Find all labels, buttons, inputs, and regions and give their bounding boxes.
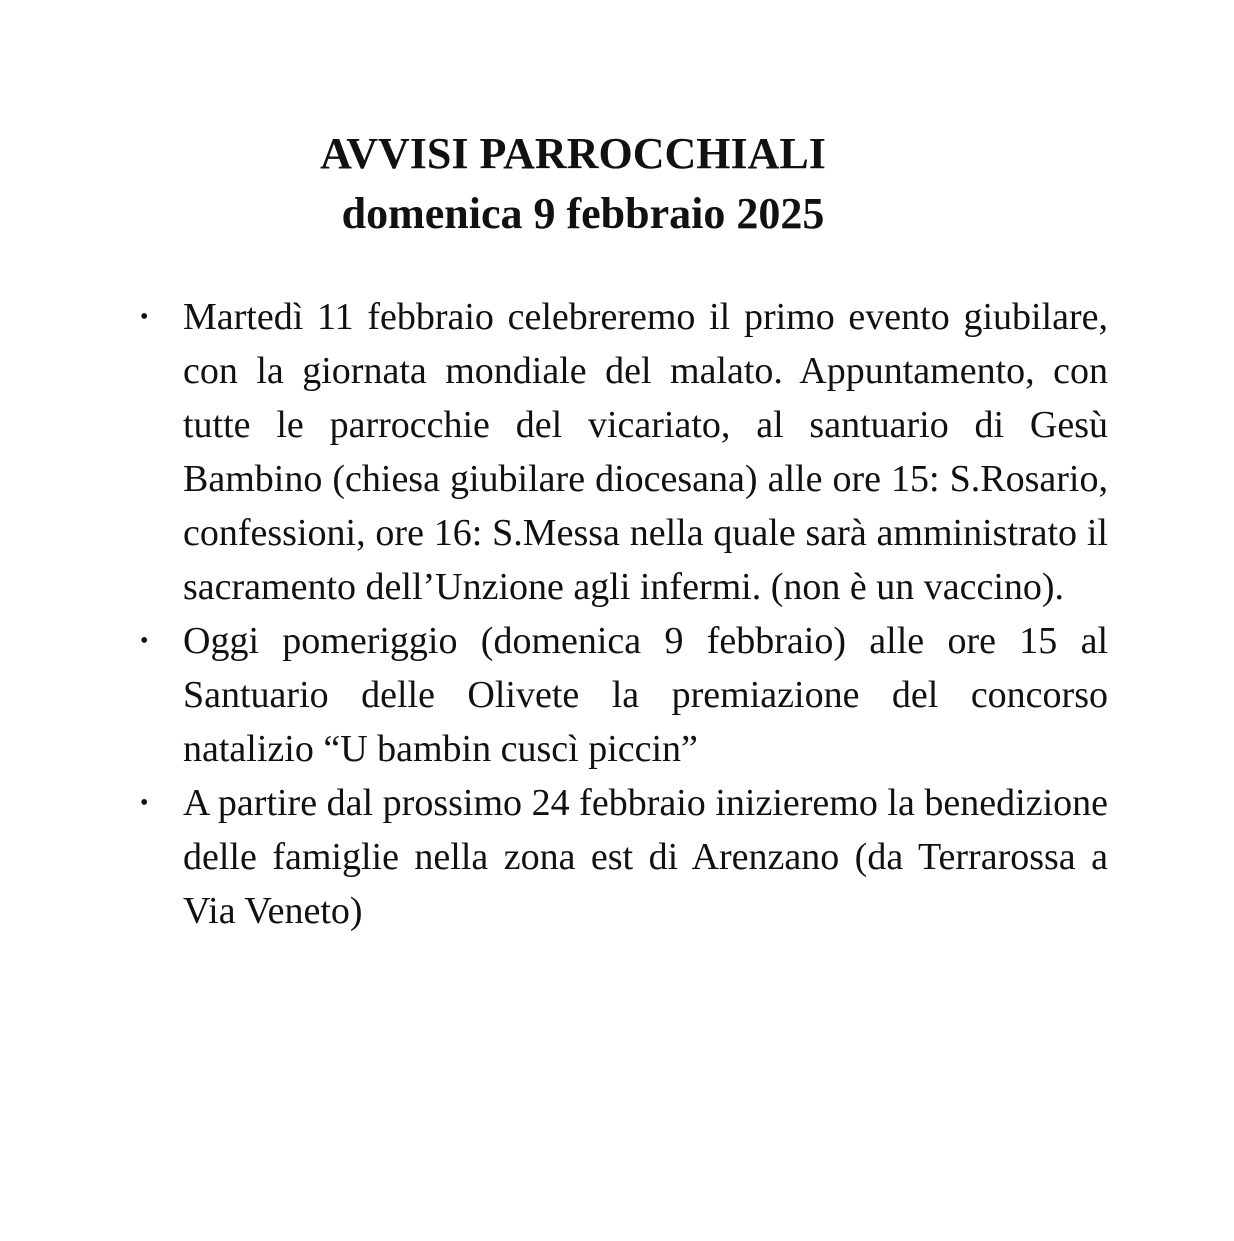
bullet-icon: • [140,304,149,330]
notice-header [0,124,1146,244]
notice-item [138,776,1108,938]
notice-text: Oggi pomeriggio (domenica 9 febbraio) alle ore 15 al Santuario delle Olivete la premiazione del concorso natalizio “U bambin cuscì piccin” [183,620,1108,770]
bullet-icon: • [140,790,149,816]
notice-text: A partire dal prossimo 24 febbraio inizieremo la benedizione delle famiglie nella zona est di Arenzano (da Terrarossa a Via Veneto) [183,782,1108,932]
notice-list [138,290,1108,938]
notice-date: domenica 9 febbraio 2025 [341,189,825,238]
notice-item [138,290,1108,614]
bullet-icon: • [140,628,149,654]
page-title: AVVISI PARROCCHIALI [320,129,826,178]
notice-item [138,614,1108,776]
notice-text: Martedì 11 febbraio celebreremo il primo evento giubilare, con la giornata mondiale del malato. Appuntamento, con tutte le parrocchie del vicariato, al santuario di Gesù Bambino (chiesa giubilare diocesana) alle ore 15: S.Rosario, confessioni, ore 16: S.Messa nella quale sarà amministrato il sacramento dell’Unzione agli infermi. (non è un vaccino). [183,296,1108,608]
